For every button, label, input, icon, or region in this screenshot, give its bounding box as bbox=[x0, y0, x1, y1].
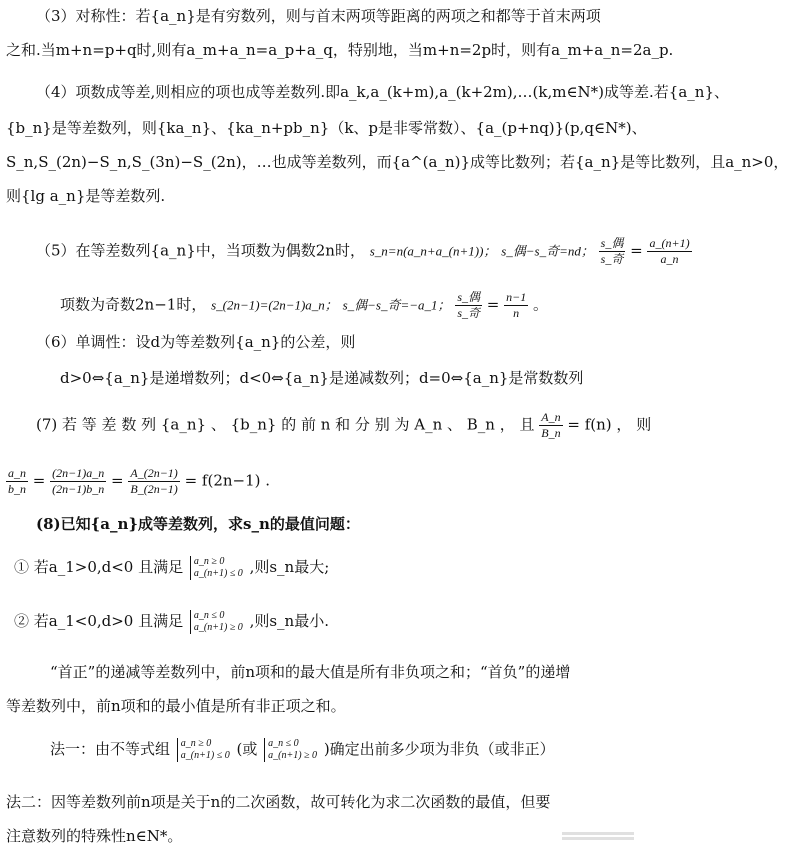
s6-line2: d>0⇔{a_n}是递增数列；d<0⇔{a_n}是递减数列；d=0⇔{a_n}是常数数列 bbox=[60, 369, 584, 387]
method1-line: 法一：由不等式组 a_n ≥ 0 a_(n+1) ≤ 0 (或 a_n ≤ 0 a_(n+1) ≥ 0 )确定出前多少项为非负（或非正） bbox=[50, 738, 555, 761]
s5-formula-diff-even: s_偶−s_奇=nd； bbox=[501, 243, 594, 259]
s7-fraction-an-bn: $\frac{A\_n}{B\_n}$ bbox=[541, 410, 561, 440]
method2-line2: 注意数列的特殊性n∈N*。 bbox=[6, 827, 183, 845]
s5-line2: 项数为奇数2n−1时， s_(2n−1)=(2n−1)a_n； s_偶−s_奇=−a_1； $\frac{\text{s\_偶}}{\text{s\_奇}}$ = $\frac{n-1}{n}$ 。 bbox=[60, 290, 549, 320]
s8-title: (8)已知{a_n}成等差数列，求s_n的最值问题： bbox=[36, 515, 360, 533]
s3-line1: （3）对称性：若{a_n}是有穷数列，则与首末两项等距离的两项之和都等于首末两项 bbox=[36, 7, 601, 25]
para-line1: “首正”的递减等差数列中，前n项和的最大值是所有非负项之和；“首负”的递增 bbox=[50, 663, 571, 681]
s5-formula-diff-odd: s_偶−s_奇=−a_1； bbox=[342, 297, 451, 313]
para-line2: 等差数列中，前n项和的最小值是所有非正项之和。 bbox=[6, 697, 346, 715]
s4-line3: S_n,S_(2n)−S_n,S_(3n)−S_(2n)，…也成等差数列，而{a^(a_n)}成等比数列；若{a_n}是等比数列，且a_n>0， bbox=[6, 153, 788, 171]
method1-system-a: a_n ≥ 0 a_(n+1) ≤ 0 bbox=[177, 738, 230, 762]
method1-system-b: a_n ≤ 0 a_(n+1) ≥ 0 bbox=[264, 738, 317, 762]
s5-line1: （5）在等差数列{a_n}中，当项数为偶数2n时， s_n=n(a_n+a_(n+1))； s_偶−s_奇=nd； $\frac{\text{s\_偶}}{\text{s\_奇}}$ = $\frac{a\_(n+1)}{a\_n}$ bbox=[36, 236, 690, 266]
s8-case1-system: a_n ≥ 0 a_(n+1) ≤ 0 bbox=[190, 556, 243, 580]
s5-fraction-ratio-odd-value: $\frac{n-1}{n}$ bbox=[506, 290, 527, 320]
s5-line1-text: （5）在等差数列{a_n}中，当项数为偶数2n时， bbox=[36, 241, 365, 260]
s5-fraction-ratio-terms: $\frac{a\_(n+1)}{a\_n}$ bbox=[649, 236, 690, 266]
method2-line1: 法二：因等差数列前n项是关于n的二次函数，故可转化为求二次函数的最值，但要 bbox=[6, 793, 551, 811]
s5-formula-sum-even: s_n=n(a_n+a_(n+1))； bbox=[369, 243, 497, 259]
s4-line2: {b_n}是等差数列，则{ka_n}、{ka_n+pb_n}（k、p是非零常数）、{a_(p+nq)}(p,q∈N*)、 bbox=[6, 119, 647, 137]
watermark-logo bbox=[562, 830, 634, 846]
s4-line4: 则{lg a_n}是等差数列. bbox=[6, 187, 166, 205]
s8-case2-system: a_n ≤ 0 a_(n+1) ≥ 0 bbox=[190, 610, 243, 634]
s5-fraction-ratio-odd: $\frac{\text{s\_偶}}{\text{s\_奇}}$ bbox=[457, 290, 480, 320]
s7-fraction-ratio: $\frac{a\_n}{b\_n}$ bbox=[8, 466, 26, 496]
s3-line2: 之和.当m+n=p+q时,则有a_m+a_n=a_p+a_q，特别地，当m+n=2p时，则有a_m+a_n=2a_p. bbox=[6, 41, 674, 59]
s7-line2: $\frac{a\_n}{b\_n}$ = $\frac{(2n-1)a\_n}{(2n-1)b\_n}$ = $\frac{A\_(2n-1)}{B\_(2n-1)}$ = f(2n−1) . bbox=[8, 466, 271, 496]
s5-formula-sum-odd: s_(2n−1)=(2n−1)a_n； bbox=[211, 297, 338, 313]
s7-line1: (7) 若 等 差 数 列 {a_n} 、 {b_n} 的 前 n 和 分 别 为 A_n 、 B_n ， 且 $\frac{A\_n}{B\_n}$ = f(n) ， 则 bbox=[36, 410, 652, 440]
s4-line1: （4）项数成等差,则相应的项也成等差数列.即a_k,a_(k+m),a_(k+2m),…(k,m∈N*)成等差.若{a_n}、 bbox=[36, 83, 729, 101]
s6-line1: （6）单调性：设d为等差数列{a_n}的公差，则 bbox=[36, 333, 356, 351]
s8-case2: ② 若a_1<0,d>0 且满足 a_n ≤ 0 a_(n+1) ≥ 0 ,则s_n最小. bbox=[14, 610, 329, 633]
s7-fraction-sums: $\frac{A\_(2n-1)}{B\_(2n-1)}$ bbox=[130, 466, 178, 496]
s5-fraction-ratio: $\frac{\text{s\_偶}}{\text{s\_奇}}$ bbox=[600, 236, 624, 266]
s8-case1: ① 若a_1>0,d<0 且满足 a_n ≥ 0 a_(n+1) ≤ 0 ,则s_n最大; bbox=[14, 556, 330, 579]
s5-line2-text: 项数为奇数2n−1时， bbox=[60, 295, 207, 314]
s7-fraction-expanded: $\frac{(2n-1)a\_n}{(2n-1)b\_n}$ bbox=[52, 466, 105, 496]
